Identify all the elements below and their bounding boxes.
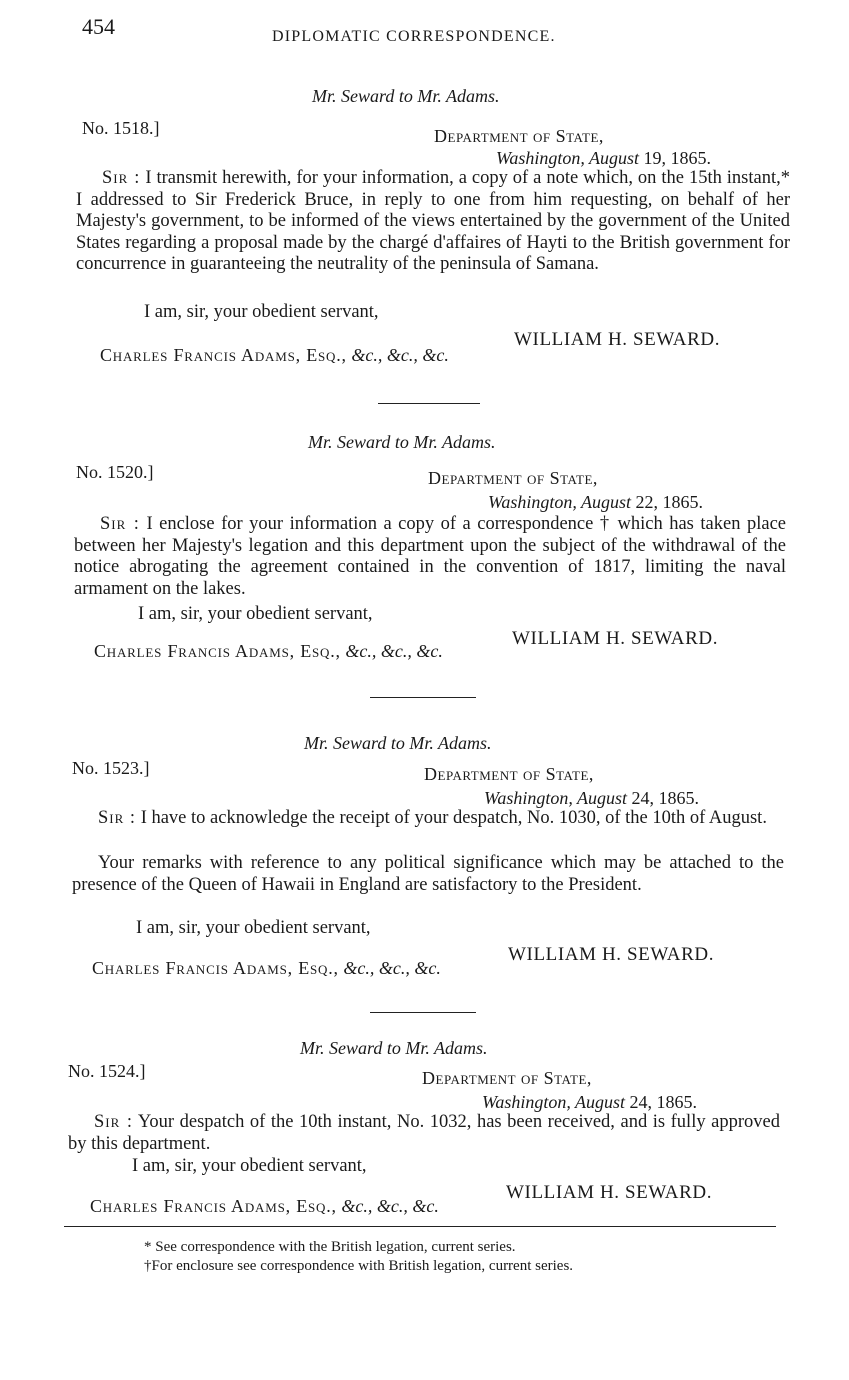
department-of-state: Department of State, xyxy=(434,126,604,146)
letter-body-text: Your despatch of the 10th instant, No. 1032, has been received, and is fully approved by this department. xyxy=(68,1112,780,1154)
signature: WILLIAM H. SEWARD. xyxy=(512,628,719,649)
dateline-date: 19, 1865. xyxy=(643,148,712,168)
letter-body xyxy=(74,514,786,600)
signature: WILLIAM H. SEWARD. xyxy=(514,329,721,350)
addressee xyxy=(94,641,443,662)
letter-body xyxy=(76,168,790,276)
closing: I am, sir, your obedient servant, xyxy=(132,1156,367,1176)
letter-body-second-paragraph: Your remarks with reference to any political significance which may be attached to the presence of the Queen of Hawaii in England are satisfactory to the President. xyxy=(72,853,784,895)
department-of-state: Department of State, xyxy=(424,764,594,784)
footnote-asterisk: * See correspondence with the British legation, current series. xyxy=(144,1239,516,1255)
salutation: Sir : xyxy=(98,808,137,828)
addressee-name: Charles Francis Adams, Esq., xyxy=(100,345,347,365)
addressee xyxy=(90,1196,439,1217)
letter-heading: Mr. Seward to Mr. Adams. xyxy=(312,86,500,106)
footnote-rule xyxy=(64,1226,776,1227)
addressee-name: Charles Francis Adams, Esq., xyxy=(94,641,341,661)
letter-body xyxy=(68,1112,780,1155)
closing: I am, sir, your obedient servant, xyxy=(144,302,379,322)
addressee xyxy=(100,345,449,366)
letter-heading: Mr. Seward to Mr. Adams. xyxy=(300,1038,488,1058)
page-number: 454 xyxy=(82,14,115,39)
dateline-date: 22, 1865. xyxy=(635,492,704,512)
dateline xyxy=(484,788,699,809)
letter-body xyxy=(72,808,784,830)
dateline xyxy=(482,1092,697,1113)
dateline-date: 24, 1865. xyxy=(631,788,700,808)
letter-body-text: I transmit herewith, for your information, a copy of a note which, on the 15th instant,* I addressed to Sir Frederick Bruce, in reply to one from him requesting, on behalf of her Majesty's government, to be informed of the views entertained by the government of the United States regarding a proposal made by the chargé d'affaires of Hayti to the British government for concurrence in guaranteeing the neutrality of the peninsula of Samana. xyxy=(76,168,790,274)
dateline-place: Washington, August xyxy=(488,492,632,512)
footnote-dagger: †For enclosure see correspondence with British legation, current series. xyxy=(144,1258,574,1274)
letter-number: No. 1520.] xyxy=(76,462,154,482)
dateline xyxy=(496,148,711,169)
section-divider xyxy=(378,403,480,404)
dateline-place: Washington, August xyxy=(484,788,628,808)
addressee-etc: &c., &c., &c. xyxy=(341,1196,439,1216)
letter-heading: Mr. Seward to Mr. Adams. xyxy=(308,432,496,452)
closing: I am, sir, your obedient servant, xyxy=(138,604,373,624)
department-of-state: Department of State, xyxy=(422,1068,592,1088)
closing: I am, sir, your obedient servant, xyxy=(136,918,371,938)
dateline-place: Washington, August xyxy=(496,148,640,168)
section-divider xyxy=(370,1012,476,1013)
addressee-etc: &c., &c., &c. xyxy=(351,345,449,365)
salutation: Sir : xyxy=(94,1112,133,1132)
salutation: Sir : xyxy=(100,514,140,534)
addressee-name: Charles Francis Adams, Esq., xyxy=(92,958,339,978)
running-head: DIPLOMATIC CORRESPONDENCE. xyxy=(272,28,556,45)
letter-number: No. 1524.] xyxy=(68,1061,146,1081)
letter-body-text: I enclose for your information a copy of a correspondence † which has taken place between her Majesty's legation and this department upon the subject of the withdrawal of the notice abrogating the agreement contained in the convention of 1817, limiting the naval armament on the lakes. xyxy=(74,514,786,599)
addressee xyxy=(92,958,441,979)
letter-body-text: I have to acknowledge the receipt of your despatch, No. 1030, of the 10th of August. xyxy=(140,808,767,828)
signature: WILLIAM H. SEWARD. xyxy=(506,1182,713,1203)
salutation: Sir : xyxy=(102,168,141,188)
dateline-date: 24, 1865. xyxy=(629,1092,698,1112)
addressee-etc: &c., &c., &c. xyxy=(343,958,441,978)
section-divider xyxy=(370,697,476,698)
dateline-place: Washington, August xyxy=(482,1092,626,1112)
signature: WILLIAM H. SEWARD. xyxy=(508,944,715,965)
dateline xyxy=(488,492,703,513)
addressee-etc: &c., &c., &c. xyxy=(345,641,443,661)
letter-heading: Mr. Seward to Mr. Adams. xyxy=(304,733,492,753)
letter-number: No. 1523.] xyxy=(72,758,150,778)
addressee-name: Charles Francis Adams, Esq., xyxy=(90,1196,337,1216)
letter-number: No. 1518.] xyxy=(82,118,160,138)
department-of-state: Department of State, xyxy=(428,468,598,488)
